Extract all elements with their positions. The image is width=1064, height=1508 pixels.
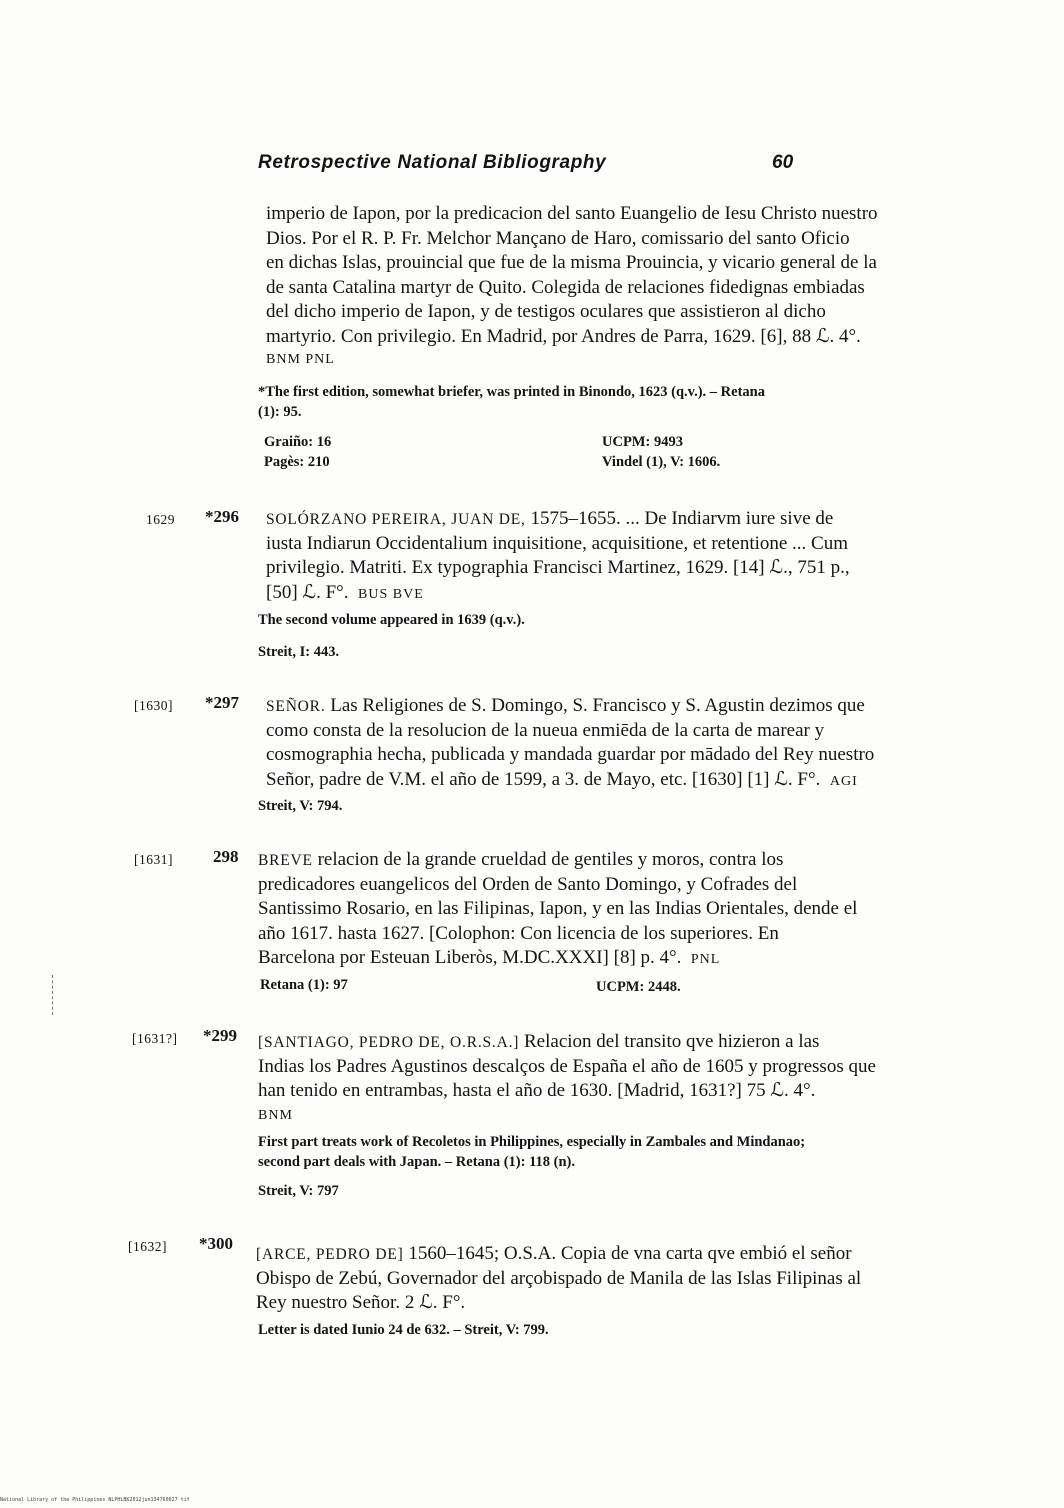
entry-line — [258, 848, 930, 873]
entry-line: han tenido en entrambas, hasta el año de 1630. [Madrid, 1631?] 75 ℒ. 4°. — [258, 1080, 816, 1102]
entry-reference: Streit, V: 794. — [258, 798, 343, 814]
page-number: 60 — [772, 152, 794, 173]
entry-line: iusta Indiarun Occidentalium inquisitione, acquisitione, et retentione ... Cum — [266, 532, 849, 554]
entry-298 — [258, 848, 930, 971]
entry-year: 1629 — [146, 512, 175, 527]
entry-line: predicadores euangelicos del Orden de Santo Domingo, y Cofrades del — [258, 873, 798, 895]
entry-line — [266, 581, 938, 606]
note-line: second part deals with Japan. – Retana (1): 118 (n). — [258, 1154, 575, 1170]
scan-mark — [52, 975, 54, 1015]
entry-line — [258, 946, 930, 971]
entry-line: imperio de Iapon, por la predicacion del santo Euangelio de Iesu Christo nuestro — [266, 203, 878, 224]
entry-author: [SANTIAGO, PEDRO DE, O.R.S.A.] — [258, 1034, 520, 1051]
reference: Pagès: 210 — [264, 454, 330, 470]
scan-footer: National Library of the Philippines NLPHLBK2012jun134760027 tif — [0, 1497, 190, 1503]
entry-line — [266, 507, 938, 532]
entry-line: de santa Catalina martyr de Quito. Colegida de relaciones fidedignas embiadas — [266, 276, 865, 298]
entry-note — [258, 382, 898, 422]
entry-text: relacion de la grande crueldad de gentiles y moros, contra los — [312, 849, 784, 870]
entry-number: *299 — [203, 1026, 237, 1045]
entry-text: 1575–1655. ... De Indiarvm iure sive de — [525, 508, 834, 529]
entry-299 — [258, 1030, 930, 1128]
entry-note: Letter is dated Iunio 24 de 632. – Streit, V: 799. — [258, 1322, 549, 1338]
entry-text: Señor, padre de V.M. el año de 1599, a 3. de Mayo, etc. [1630] [1] ℒ. F°. — [266, 768, 821, 790]
entry-line — [256, 1242, 928, 1267]
library-codes: BNM PNL — [266, 351, 335, 367]
entry-line: Rey nuestro Señor. 2 ℒ. F°. — [256, 1292, 466, 1314]
note-line: (1): 95. — [258, 404, 302, 420]
library-codes: PNL — [690, 952, 721, 968]
note-line: First part treats work of Recoletos in Philippines, especially in Zambales and Mindanao; — [258, 1134, 806, 1150]
references-left — [264, 432, 331, 472]
entry-author: [ARCE, PEDRO DE] — [256, 1246, 404, 1263]
entry-year: [1630] — [134, 698, 173, 713]
library-codes: AGI — [829, 773, 858, 789]
entry-number: 298 — [213, 847, 239, 866]
entry-author: SEÑOR. — [266, 698, 326, 715]
entry-text: 1560–1645; O.S.A. Copia de vna carta qve embió el señor — [403, 1243, 852, 1264]
library-codes: BUS BVE — [358, 586, 424, 602]
entry-296 — [266, 507, 938, 605]
entry-line: Dios. Por el R. P. Fr. Melchor Mançano de Haro, comissario del santo Oficio — [266, 227, 850, 249]
references-right — [602, 432, 720, 472]
entry-text: Barcelona por Esteuan Liberòs, M.DC.XXXI] [8] p. 4°. — [258, 947, 682, 969]
entry-297 — [266, 694, 938, 792]
entry-note: The second volume appeared in 1639 (q.v.). — [258, 612, 525, 628]
entry-number: *300 — [199, 1234, 233, 1253]
entry-line: del dicho imperio de Iapon, y de testigos oculares que assistieron al dicho — [266, 301, 826, 323]
entry-reference: Retana (1): 97 — [260, 977, 348, 993]
entry-line: Indias los Padres Agustinos descalços de España el año de 1605 y progressos que — [258, 1055, 876, 1077]
reference: UCPM: 9493 — [602, 434, 683, 450]
entry-note — [258, 1132, 898, 1172]
entry-year: [1631?] — [132, 1031, 178, 1046]
entry-line: privilegio. Matriti. Ex typographia Francisci Martinez, 1629. [14] ℒ., 751 p., — [266, 557, 850, 579]
entry-line: Obispo de Zebú, Governador del arçobispado de Manila de las Islas Filipinas al — [256, 1267, 862, 1289]
running-header-title: Retrospective National Bibliography — [258, 152, 607, 173]
note-line: *The first edition, somewhat briefer, was printed in Binondo, 1623 (q.v.). – Retana — [258, 384, 765, 400]
entry-reference: UCPM: 2448. — [596, 979, 681, 995]
entry-line: martyrio. Con privilegio. En Madrid, por Andres de Parra, 1629. [6], 88 ℒ. 4°. — [266, 325, 861, 347]
entry-line: en dichas Islas, prouincial que fue de la misma Prouincia, y vicario general de la — [266, 252, 877, 274]
library-codes: BNM — [258, 1107, 293, 1123]
entry-reference: Streit, I: 443. — [258, 644, 340, 660]
entry-number: *296 — [205, 507, 239, 526]
entry-author: BREVE — [258, 852, 313, 869]
entry-year: [1631] — [134, 852, 173, 867]
entry-text: [50] ℒ. F°. — [266, 581, 349, 603]
reference: Graiño: 16 — [264, 434, 332, 450]
entry-number: *297 — [205, 693, 239, 712]
entry-text: Relacion del transito qve hizieron a las — [519, 1031, 820, 1052]
entry-author: SOLÓRZANO PEREIRA, JUAN DE, — [266, 511, 526, 528]
entry-line: como consta de la resolucion de la nueua enmiēda de la carta de marear y — [266, 719, 825, 741]
entry-line — [266, 768, 938, 793]
entry-line — [258, 1030, 930, 1055]
entry-reference: Streit, V: 797 — [258, 1183, 339, 1199]
reference: Vindel (1), V: 1606. — [602, 454, 721, 470]
entry-line: año 1617. hasta 1627. [Colophon: Con licencia de los superiores. En — [258, 922, 779, 944]
entry-line — [266, 694, 938, 719]
entry-line: cosmographia hecha, publicada y mandada guardar por mādado del Rey nuestro — [266, 744, 875, 766]
entry-line: Santissimo Rosario, en las Filipinas, Iapon, y en las Indias Orientales, dende el — [258, 898, 858, 920]
entry-300 — [256, 1242, 928, 1316]
entry-text: Las Religiones de S. Domingo, S. Francisco y S. Agustin dezimos que — [325, 695, 865, 716]
entry-continuation — [266, 202, 938, 372]
entry-year: [1632] — [128, 1239, 167, 1254]
